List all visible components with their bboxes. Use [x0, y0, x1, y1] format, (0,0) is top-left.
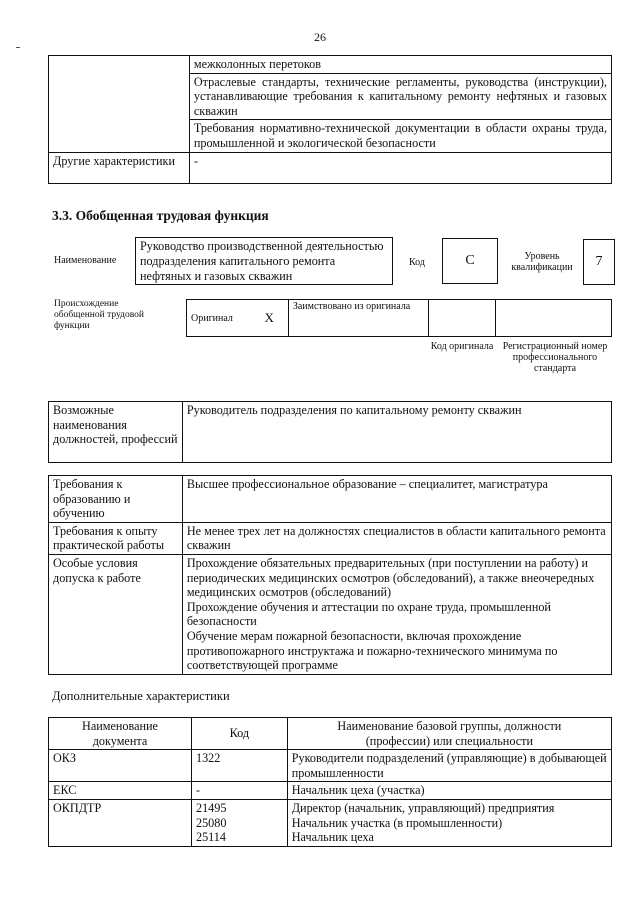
table-cell: -: [189, 152, 611, 183]
code-value: C: [465, 253, 475, 268]
req-line: Прохождение обучения и аттестации по охране труда, промышленной безопасности: [186, 599, 551, 629]
cell-line: ОКПДТР: [53, 800, 102, 815]
table-row: [49, 554, 612, 674]
table-cell: -: [191, 782, 287, 800]
page-number: 26: [314, 30, 326, 44]
table-cell: Другие характеристики: [49, 152, 190, 183]
origin-table: [186, 299, 612, 337]
req-line: Прохождение обязательных предварительных (при поступлении на работу) и периодических медицинских осмотров (обследований), а также внеочередных медицинских осмотров (обследований): [186, 555, 595, 600]
table-cell: ОКЗ: [49, 750, 192, 782]
additional-table: [48, 717, 612, 847]
req-value: Высшее профессиональное образование – специалитет, магистратура: [182, 476, 611, 523]
code-label: Код: [409, 257, 425, 268]
req-value: Не менее трех лет на должностях специалистов в области капитального ремонта скважин: [182, 522, 611, 554]
table-row: [49, 522, 612, 554]
cell-line: 25114: [195, 830, 226, 845]
table-row: [49, 476, 612, 523]
original-label: Оригинал: [187, 300, 251, 337]
table-row: [49, 402, 612, 463]
column-header: Код: [191, 718, 287, 750]
table-cell: межколонных перетоков: [189, 56, 611, 74]
name-label: Наименование: [54, 255, 117, 266]
positions-value: Руководитель подразделения по капитальному ремонту скважин: [182, 402, 611, 463]
cell-line: 25080: [195, 815, 227, 830]
cell-line: Директор (начальник, управляющий) предприятия: [291, 800, 555, 815]
origin-label: Происхождение обобщенной трудовой функции: [54, 299, 144, 331]
table-cell: ЕКС: [49, 782, 192, 800]
table-row: [49, 152, 612, 183]
original-mark: X: [250, 300, 288, 337]
reg-number-caption: Регистрационный номер профессионального стандарта: [502, 341, 608, 374]
req-value: [182, 554, 611, 674]
table-row: [49, 782, 612, 800]
table-cell: [287, 799, 611, 846]
section-title: 3.3. Обобщенная трудовая функция: [52, 208, 269, 223]
cell-line: Начальник участка (в промышленности): [291, 815, 503, 830]
table-cell: 1322: [191, 750, 287, 782]
name-value: Руководство производственной деятельностью подразделения капитального ремонта нефтяных и газовых скважин: [140, 239, 384, 283]
scan-mark: [16, 47, 20, 48]
table-cell: [49, 799, 192, 846]
table-cell: [49, 120, 190, 152]
table-row: [49, 73, 612, 120]
cell-line: Начальник цеха: [291, 830, 374, 845]
table-header-row: [49, 718, 612, 750]
table-row: [49, 750, 612, 782]
table-row: [49, 56, 612, 74]
column-header: Наименование документа: [49, 718, 192, 750]
reg-number-cell: [496, 300, 612, 337]
level-value: 7: [595, 254, 603, 269]
name-value-box: [135, 237, 393, 285]
req-label: Особые условия допуска к работе: [49, 554, 183, 674]
table-cell: [49, 73, 190, 120]
req-label: Требования к образованию и обучению: [49, 476, 183, 523]
level-value-box: [583, 239, 615, 285]
code-original-cell: [428, 300, 496, 337]
req-line: Обучение мерам пожарной безопасности, включая прохождение противопожарного инструктажа и пожарно-технического минимума по соответствующей программе: [186, 628, 558, 673]
table-cell: Отраслевые стандарты, технические регламенты, руководства (инструкции), устанавливающие требования к капитальному ремонту нефтяных и газовых скважин: [189, 73, 611, 120]
table-row: [187, 300, 612, 337]
table-cell: Требования нормативно-технической документации в области охраны труда, промышленной и экологической безопасности: [189, 120, 611, 152]
table-cell: [49, 56, 190, 74]
additional-title: Дополнительные характеристики: [52, 689, 230, 703]
column-header: Наименование базовой группы, должности (профессии) или специальности: [287, 718, 611, 750]
table-row: [49, 799, 612, 846]
req-label: Требования к опыту практической работы: [49, 522, 183, 554]
code-original-caption: Код оригинала: [430, 341, 494, 352]
table-cell: Начальник цеха (участка): [287, 782, 611, 800]
top-table: [48, 55, 612, 184]
code-value-box: [442, 238, 498, 284]
table-row: [49, 120, 612, 152]
positions-table: [48, 401, 612, 463]
requirements-table: [48, 475, 612, 675]
cell-line: 21495: [195, 800, 227, 815]
table-cell: Руководители подразделений (управляющие) в добывающей промышленности: [287, 750, 611, 782]
positions-label: Возможные наименования должностей, профессий: [49, 402, 183, 463]
table-cell: [191, 799, 287, 846]
borrowed-label: Заимствовано из оригинала: [288, 300, 428, 337]
level-label: Уровень квалификации: [511, 251, 573, 273]
